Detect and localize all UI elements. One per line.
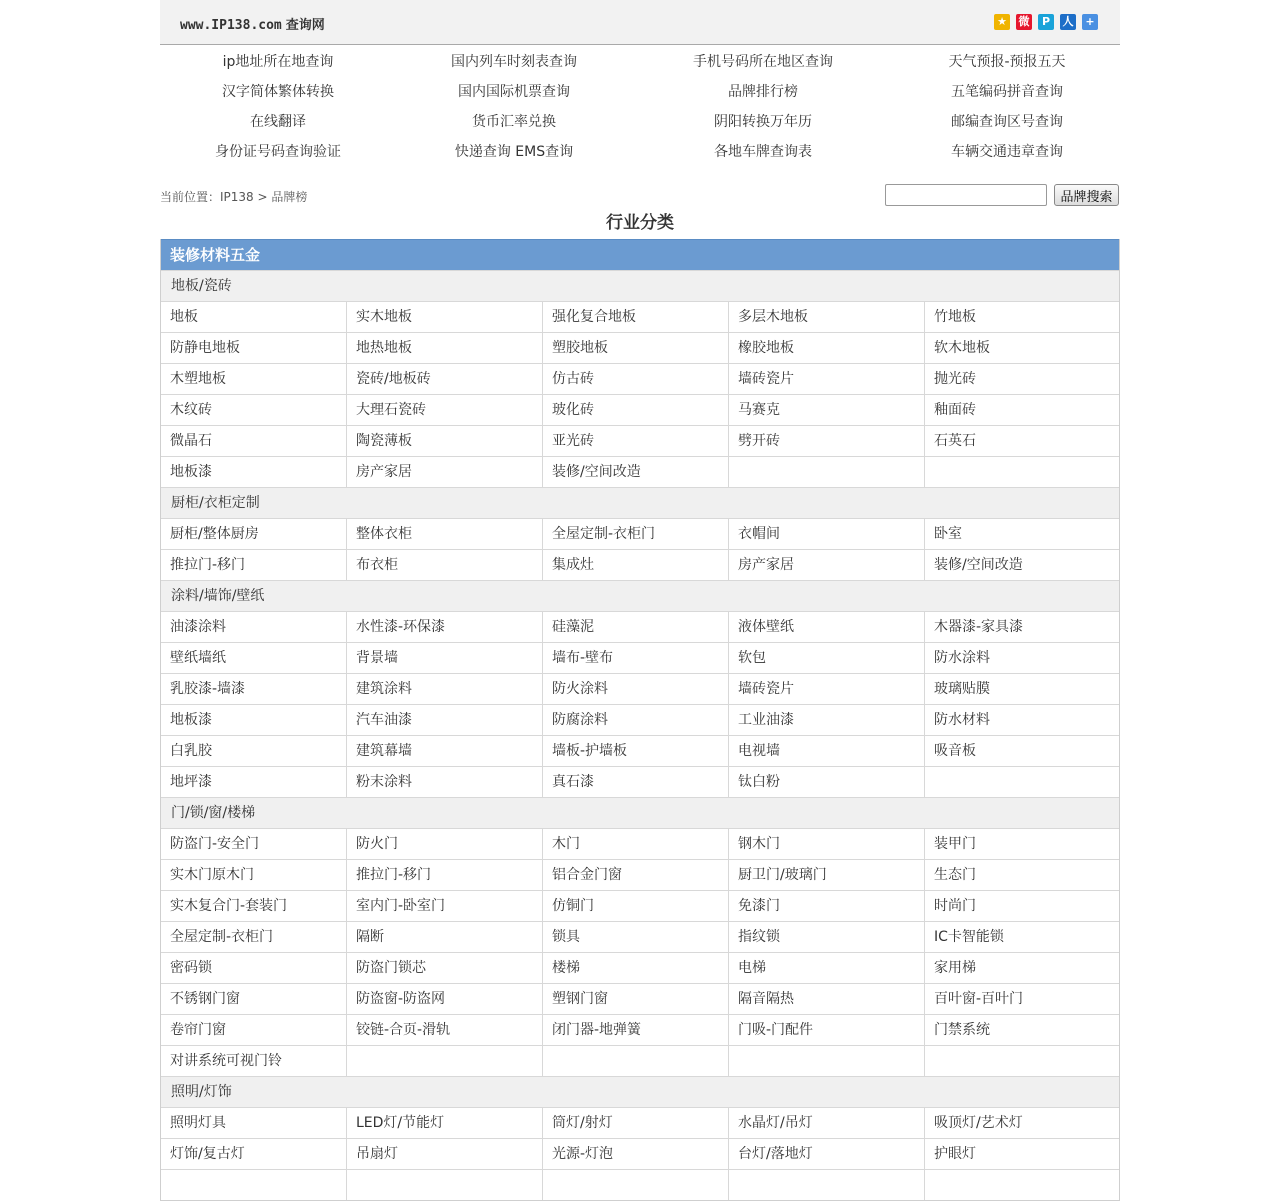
weibo-icon[interactable]: 微: [1016, 14, 1032, 30]
brand-category-link[interactable]: 推拉门-移门: [161, 550, 347, 580]
quick-link[interactable]: ip地址所在地查询: [222, 54, 334, 70]
brand-category-link[interactable]: 真石漆: [543, 767, 729, 797]
brand-row: [161, 735, 1119, 766]
brand-category-link[interactable]: 马赛克: [729, 395, 925, 425]
empty-cell: [925, 457, 1119, 487]
brand-category-link[interactable]: 防静电地板: [161, 333, 347, 363]
brand-row: [161, 363, 1119, 394]
brand-category-link[interactable]: 楼梯: [543, 953, 729, 983]
brand-category-link[interactable]: 布衣柜: [347, 550, 543, 580]
brand-category-link[interactable]: 家用梯: [934, 960, 976, 976]
quick-link[interactable]: 五笔编码拼音查询: [951, 84, 1063, 100]
empty-cell: [347, 1046, 543, 1076]
brand-category-link[interactable]: 防火涂料: [543, 674, 729, 704]
brand-row: [161, 518, 1119, 549]
brand-row: [161, 890, 1119, 921]
quick-link[interactable]: 品牌排行榜: [728, 84, 798, 100]
brand-category-link[interactable]: 隔断: [347, 922, 543, 952]
category-header: 装修材料五金: [161, 239, 1119, 270]
brand-category-link[interactable]: 木器漆-家具漆: [934, 619, 1024, 635]
brand-row: [161, 859, 1119, 890]
brand-category-link[interactable]: 钢木门: [729, 829, 925, 859]
brand-category-link[interactable]: 壁纸墙纸: [161, 643, 347, 673]
brand-category-link[interactable]: 釉面砖: [934, 402, 976, 418]
brand-category-link[interactable]: 粉末涂料: [347, 767, 543, 797]
brand-category-link[interactable]: 门吸-门配件: [729, 1015, 925, 1045]
brand-row: [161, 766, 1119, 797]
brand-category-link[interactable]: 时尚门: [934, 898, 976, 914]
brand-row: [161, 952, 1119, 983]
brand-category-link[interactable]: 卷帘门窗: [161, 1015, 347, 1045]
brand-row: [161, 1045, 1119, 1076]
brand-category-link[interactable]: 仿古砖: [543, 364, 729, 394]
empty-cell: [925, 1170, 1119, 1200]
brand-category-link[interactable]: 免漆门: [729, 891, 925, 921]
brand-row: [161, 332, 1119, 363]
brand-category-link[interactable]: 吊扇灯: [347, 1139, 543, 1169]
quick-link[interactable]: 货币汇率兑换: [472, 114, 556, 130]
brand-row: [161, 456, 1119, 487]
brand-category-link[interactable]: 工业油漆: [729, 705, 925, 735]
brand-category-link[interactable]: 装修/空间改造: [543, 457, 729, 487]
brand-category-link[interactable]: 密码锁: [161, 953, 347, 983]
brand-category-link[interactable]: 门禁系统: [934, 1022, 990, 1038]
brand-row: [161, 1107, 1119, 1138]
breadcrumb-home-link[interactable]: IP138: [220, 190, 254, 204]
breadcrumb-separator: >: [257, 190, 268, 204]
empty-cell: [161, 1170, 347, 1200]
empty-cell: [925, 1046, 1119, 1076]
brand-category-link[interactable]: 防盗门锁芯: [347, 953, 543, 983]
brand-category-link[interactable]: 抛光砖: [934, 371, 976, 387]
brand-category-link[interactable]: 护眼灯: [934, 1146, 976, 1162]
brand-category-link[interactable]: 亚光砖: [543, 426, 729, 456]
brand-category-link[interactable]: 软包: [729, 643, 925, 673]
quick-link[interactable]: 天气预报-预报五天: [948, 54, 1066, 70]
brand-row: [161, 673, 1119, 704]
brand-category-link[interactable]: 对讲系统可视门铃: [161, 1046, 347, 1076]
brand-category-link[interactable]: 实木地板: [347, 302, 543, 332]
brand-category-link[interactable]: 强化复合地板: [543, 302, 729, 332]
empty-cell: [729, 1046, 925, 1076]
empty-cell: [729, 457, 925, 487]
brand-category-link[interactable]: 铝合金门窗: [543, 860, 729, 890]
brand-category-link[interactable]: 墙砖瓷片: [729, 674, 925, 704]
brand-row: [161, 549, 1119, 580]
brand-category-link[interactable]: 多层木地板: [729, 302, 925, 332]
quick-link[interactable]: 国内列车时刻表查询: [451, 54, 577, 70]
brand-category-link[interactable]: 厨卫门/玻璃门: [729, 860, 925, 890]
brand-category-link[interactable]: 防盗门-安全门: [161, 829, 347, 859]
brand-category-link[interactable]: 玻璃贴膜: [934, 681, 990, 697]
brand-category-link[interactable]: 整体衣柜: [347, 519, 543, 549]
brand-category-link[interactable]: 地坪漆: [161, 767, 347, 797]
breadcrumb-bar: [160, 179, 1120, 211]
brand-category-link[interactable]: 建筑涂料: [347, 674, 543, 704]
brand-category-link[interactable]: 室内门-卧室门: [347, 891, 543, 921]
brand-category-link[interactable]: 仿铜门: [543, 891, 729, 921]
brand-category-link[interactable]: 台灯/落地灯: [729, 1139, 925, 1169]
quick-link[interactable]: 手机号码所在地区查询: [693, 54, 833, 70]
breadcrumb-prefix: 当前位置：: [160, 190, 221, 204]
brand-category-link[interactable]: 水性漆-环保漆: [347, 612, 543, 642]
category-groups: [161, 270, 1119, 1200]
brand-category-link[interactable]: 推拉门-移门: [347, 860, 543, 890]
brand-category-link[interactable]: 装修/空间改造: [934, 557, 1023, 573]
brand-category-link[interactable]: 闭门器-地弹簧: [543, 1015, 729, 1045]
brand-search-input[interactable]: [885, 184, 1047, 206]
quick-link-row: [160, 113, 1120, 143]
brand-category-link[interactable]: 地板漆: [161, 705, 347, 735]
brand-category-link[interactable]: 灯饰/复古灯: [161, 1139, 347, 1169]
brand-category-link[interactable]: 玻化砖: [543, 395, 729, 425]
brand-row: [161, 394, 1119, 425]
brand-category-link[interactable]: 电视墙: [729, 736, 925, 766]
brand-category-link[interactable]: 瓷砖/地板砖: [347, 364, 543, 394]
brand-category-link[interactable]: 软木地板: [934, 340, 990, 356]
brand-category-link[interactable]: 木门: [543, 829, 729, 859]
quick-link-row: [160, 83, 1120, 113]
brand-search-button[interactable]: 品牌搜索: [1054, 184, 1119, 206]
brand-category-link[interactable]: 防盗窗-防盗网: [347, 984, 543, 1014]
brand-category-link[interactable]: 防水材料: [934, 712, 990, 728]
brand-category-link[interactable]: 房产家居: [347, 457, 543, 487]
share-toolbar: [994, 14, 1098, 30]
pengyou-icon[interactable]: P: [1038, 14, 1054, 30]
brand-category-link[interactable]: 油漆涂料: [161, 612, 347, 642]
empty-cell: [347, 1170, 543, 1200]
empty-cell: [925, 767, 1119, 797]
brand-category-link[interactable]: 塑胶地板: [543, 333, 729, 363]
brand-category-link[interactable]: 全屋定制-衣柜门: [543, 519, 729, 549]
brand-category-link[interactable]: 塑钢门窗: [543, 984, 729, 1014]
brand-category-link[interactable]: 铰链-合页-滑轨: [347, 1015, 543, 1045]
brand-category-link[interactable]: 木塑地板: [161, 364, 347, 394]
subcategory-header: 门/锁/窗/楼梯: [161, 797, 1119, 828]
brand-category-link[interactable]: 钛白粉: [729, 767, 925, 797]
brand-category-link[interactable]: 集成灶: [543, 550, 729, 580]
brand-category-link[interactable]: 厨柜/整体厨房: [161, 519, 347, 549]
brand-category-link[interactable]: 锁具: [543, 922, 729, 952]
category-table: [160, 239, 1120, 1201]
brand-row: [161, 425, 1119, 456]
brand-category-link[interactable]: 生态门: [934, 867, 976, 883]
subcategory-header: 涂料/墙饰/壁纸: [161, 580, 1119, 611]
brand-category-link[interactable]: 水晶灯/吊灯: [729, 1108, 925, 1138]
brand-category-link[interactable]: 隔音隔热: [729, 984, 925, 1014]
brand-category-link[interactable]: 地板: [161, 302, 347, 332]
brand-category-link[interactable]: 吸音板: [934, 743, 976, 759]
quick-link[interactable]: 快递查询 EMS查询: [454, 144, 574, 160]
brand-row: [161, 1014, 1119, 1045]
brand-category-link[interactable]: 石英石: [934, 433, 976, 449]
brand-category-link[interactable]: 乳胶漆-墙漆: [161, 674, 347, 704]
quick-link[interactable]: 汉字简体繁体转换: [222, 84, 334, 100]
breadcrumb: [160, 188, 307, 205]
brand-category-link[interactable]: 墙布-壁布: [543, 643, 729, 673]
brand-category-link[interactable]: 地板漆: [161, 457, 347, 487]
brand-category-link[interactable]: 百叶窗-百叶门: [934, 991, 1024, 1007]
brand-category-link[interactable]: 地热地板: [347, 333, 543, 363]
brand-category-link[interactable]: 墙砖瓷片: [729, 364, 925, 394]
brand-category-link[interactable]: 照明灯具: [161, 1108, 347, 1138]
brand-category-link[interactable]: 墙板-护墙板: [543, 736, 729, 766]
brand-row: [161, 1169, 1119, 1200]
quick-link-row: [160, 53, 1120, 83]
brand-category-link[interactable]: 液体壁纸: [729, 612, 925, 642]
brand-row: [161, 921, 1119, 952]
brand-category-link[interactable]: 指纹锁: [729, 922, 925, 952]
brand-row: [161, 1138, 1119, 1169]
brand-category-link[interactable]: 实木门原木门: [161, 860, 347, 890]
empty-cell: [543, 1170, 729, 1200]
page-container: [160, 0, 1120, 1201]
brand-category-link[interactable]: 卧室: [934, 526, 962, 542]
qzone-icon[interactable]: ★: [994, 14, 1010, 30]
brand-category-link[interactable]: 橡胶地板: [729, 333, 925, 363]
brand-category-link[interactable]: 竹地板: [934, 309, 976, 325]
empty-cell: [543, 1046, 729, 1076]
brand-category-link[interactable]: 不锈钢门窗: [161, 984, 347, 1014]
brand-category-link[interactable]: 吸顶灯/艺术灯: [934, 1115, 1023, 1131]
brand-category-link[interactable]: 大理石瓷砖: [347, 395, 543, 425]
brand-category-link[interactable]: 筒灯/射灯: [543, 1108, 729, 1138]
quick-links: [160, 53, 1120, 173]
subcategory-header: 照明/灯饰: [161, 1076, 1119, 1107]
brand-category-link[interactable]: 装甲门: [934, 836, 976, 852]
subcategory-header: 厨柜/衣柜定制: [161, 487, 1119, 518]
breadcrumb-current-link[interactable]: 品牌榜: [271, 190, 308, 204]
brand-row: [161, 611, 1119, 642]
brand-category-link[interactable]: 汽车油漆: [347, 705, 543, 735]
brand-category-link[interactable]: 白乳胶: [161, 736, 347, 766]
page-title: 行业分类: [606, 213, 674, 233]
brand-category-link[interactable]: 建筑幕墙: [347, 736, 543, 766]
quick-link-row: [160, 143, 1120, 173]
brand-category-link[interactable]: 硅藻泥: [543, 612, 729, 642]
quick-link[interactable]: 车辆交通违章查询: [951, 144, 1063, 160]
quick-link[interactable]: 各地车牌查询表: [714, 144, 812, 160]
brand-category-link[interactable]: 微晶石: [161, 426, 347, 456]
brand-category-link[interactable]: 光源-灯泡: [543, 1139, 729, 1169]
brand-row: [161, 828, 1119, 859]
brand-category-link[interactable]: 房产家居: [729, 550, 925, 580]
brand-category-link[interactable]: 防腐涂料: [543, 705, 729, 735]
quick-link[interactable]: 邮编查询区号查询: [951, 114, 1063, 130]
quick-link[interactable]: 在线翻译: [250, 114, 306, 130]
brand-row: [161, 983, 1119, 1014]
brand-category-link[interactable]: 衣帽间: [729, 519, 925, 549]
brand-category-link[interactable]: LED灯/节能灯: [347, 1108, 543, 1138]
brand-category-link[interactable]: 全屋定制-衣柜门: [161, 922, 347, 952]
brand-category-link[interactable]: 防火门: [347, 829, 543, 859]
brand-row: [161, 642, 1119, 673]
more-share-icon[interactable]: +: [1082, 14, 1098, 30]
brand-row: [161, 704, 1119, 735]
brand-category-link[interactable]: 电梯: [729, 953, 925, 983]
brand-category-link[interactable]: 背景墙: [347, 643, 543, 673]
empty-cell: [729, 1170, 925, 1200]
brand-category-link[interactable]: IC卡智能锁: [934, 929, 1004, 945]
quick-link[interactable]: 身份证号码查询验证: [215, 144, 341, 160]
header-bar: [160, 0, 1120, 45]
brand-category-link[interactable]: 陶瓷薄板: [347, 426, 543, 456]
brand-row: [161, 301, 1119, 332]
brand-category-link[interactable]: 实木复合门-套装门: [161, 891, 347, 921]
quick-link[interactable]: 阴阳转换万年历: [714, 114, 812, 130]
renren-icon[interactable]: 人: [1060, 14, 1076, 30]
brand-category-link[interactable]: 劈开砖: [729, 426, 925, 456]
brand-category-link[interactable]: 木纹砖: [161, 395, 347, 425]
site-logo[interactable]: www.IP138.com 查询网: [180, 18, 325, 33]
quick-link[interactable]: 国内国际机票查询: [458, 84, 570, 100]
brand-category-link[interactable]: 防水涂料: [934, 650, 990, 666]
subcategory-header: 地板/瓷砖: [161, 270, 1119, 301]
